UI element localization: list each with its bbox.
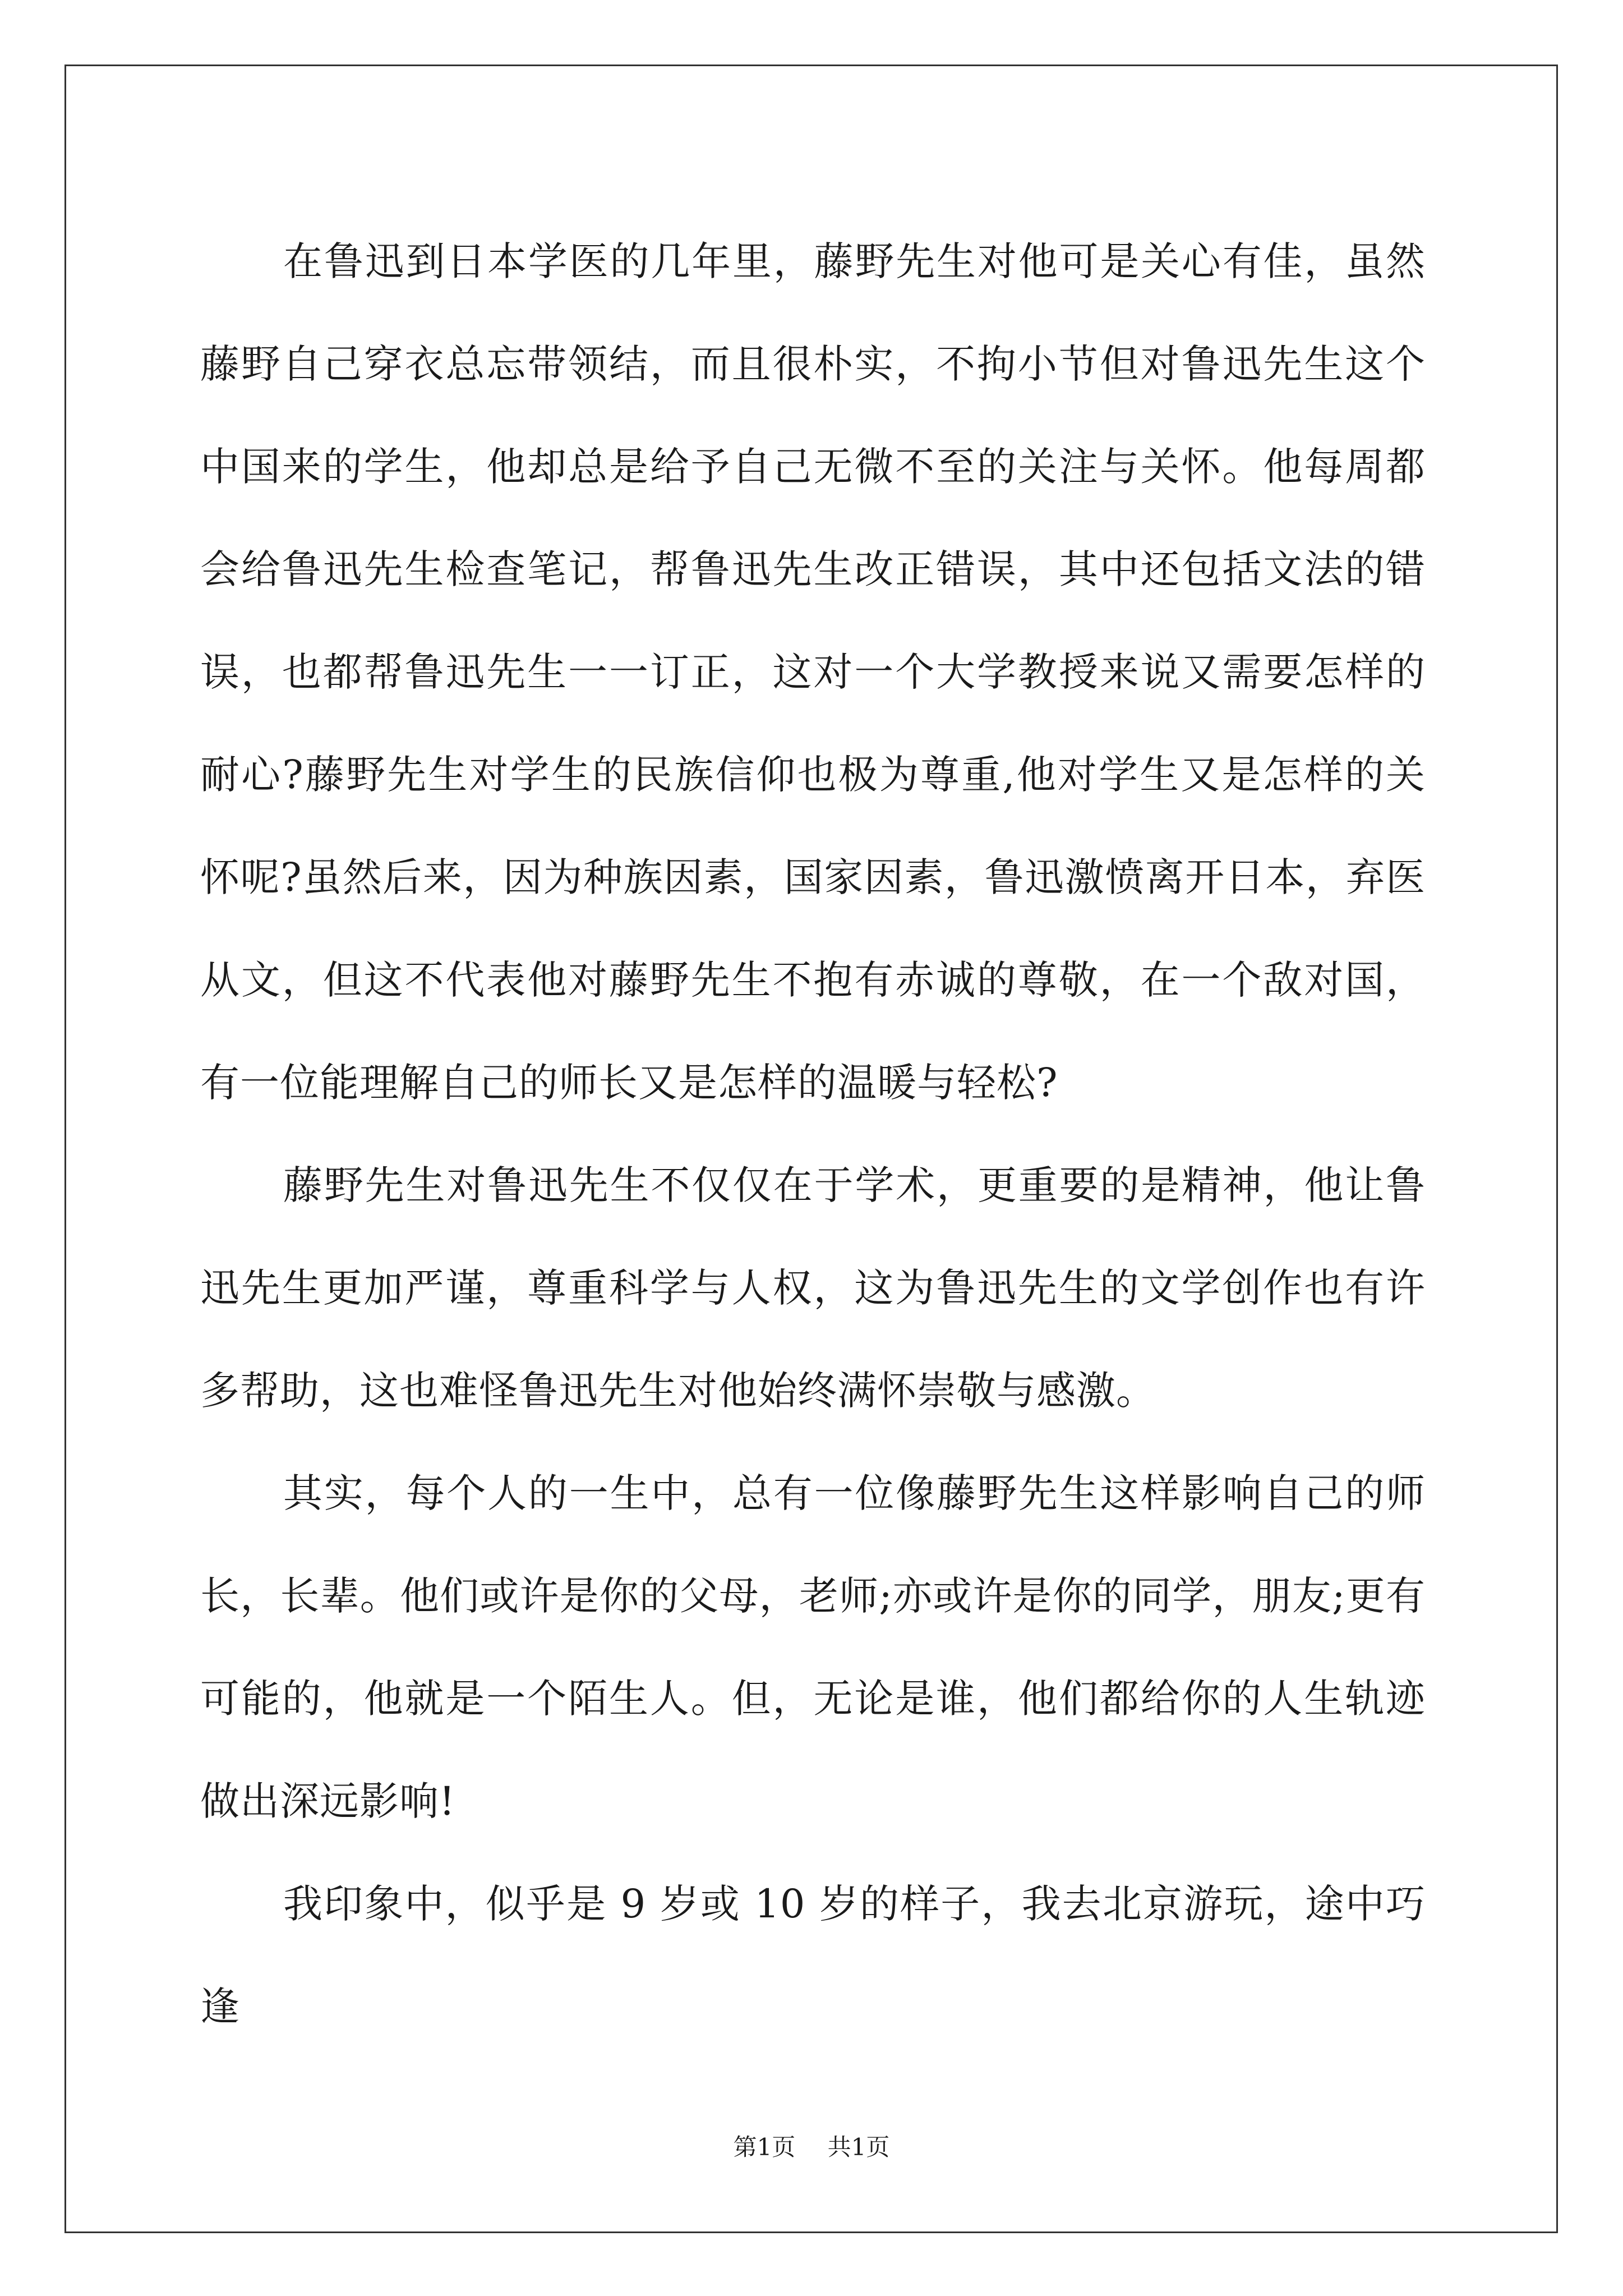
paragraph: 藤野先生对鲁迅先生不仅仅在于学术，更重要的是精神，他让鲁迅先生更加严谨，尊重科学与人权，这为鲁迅先生的文学创作也有许多帮助，这也难怪鲁迅先生对他始终满怀崇敬与感激。 [200, 1162, 1426, 1414]
document-body [200, 210, 1426, 2058]
paragraph: 在鲁迅到日本学医的几年里，藤野先生对他可是关心有佳，虽然藤野自己穿衣总忘带领结，而且很朴实，不拘小节但对鲁迅先生这个中国来的学生，他却总是给予自己无微不至的关注与关怀。他每周都会给鲁迅先生检查笔记，帮鲁迅先生改正错误，其中还包括文法的错误，也都帮鲁迅先生一一订正，这对一个大学教授来说又需要怎样的耐心?藤野先生对学生的民族信仰也极为尊重,他对学生又是怎样的关怀呢?虽然后来，因为种族因素，国家因素，鲁迅激愤离开日本，弃医从文，但这不代表他对藤野先生不抱有赤诚的尊敬，在一个敌对国，有一位能理解自己的师长又是怎样的温暖与轻松? [200, 238, 1426, 1106]
page-footer [0, 2131, 1623, 2164]
page-number-current: 第1页 [733, 2133, 796, 2161]
paragraph: 其实，每个人的一生中，总有一位像藤野先生这样影响自己的师长，长辈。他们或许是你的父母，老师;亦或许是你的同学，朋友;更有可能的，他就是一个陌生人。但，无论是谁，他们都给你的人生轨迹做出深远影响! [200, 1470, 1426, 1824]
page-number-total: 共1页 [827, 2133, 890, 2161]
paragraph: 我印象中，似乎是 9 岁或 10 岁的样子，我去北京游玩，途中巧逢 [200, 1881, 1426, 2030]
